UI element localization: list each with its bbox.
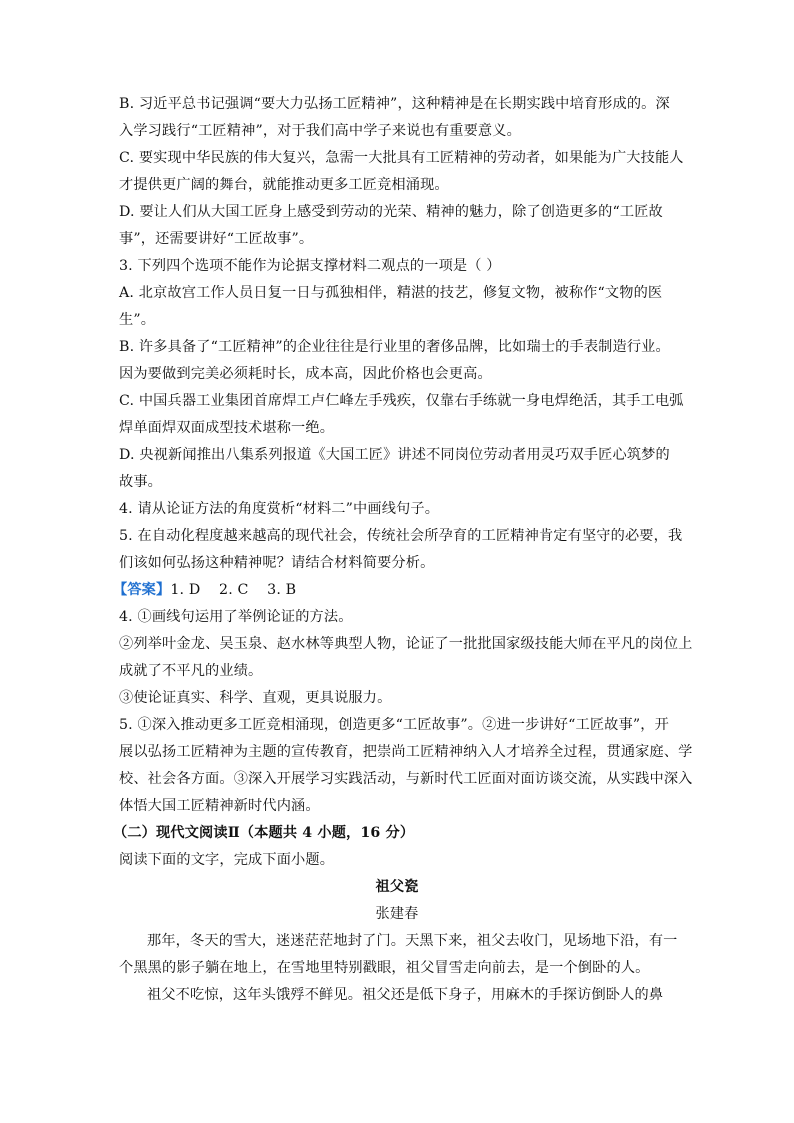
q3-option-c-line-1: C. 中国兵器工业集团首席焊工卢仁峰左手残疾，仅靠右手练就一身电焊绝活，其手工电弧 — [119, 393, 684, 409]
question-4: 4. 请从论证方法的角度赏析“材料二”中画线句子。 — [119, 501, 440, 517]
answer-line — [113, 580, 673, 600]
option-c-line-2: 才提供更广阔的舞台，就能推动更多工匠竞相涌现。 — [119, 177, 449, 193]
answer-tag: 【答案】 — [113, 582, 171, 598]
answer-4-line-3: 成就了不平凡的业绩。 — [119, 663, 263, 679]
q3-option-b-line-2: 因为要做到完美必须耗时长，成本高，因此价格也会更高。 — [119, 366, 492, 382]
q3-option-d-line-1: D. 央视新闻推出八集系列报道《大国工匠》讲述不同岗位劳动者用灵巧双手匠心筑梦的 — [119, 447, 670, 463]
section-heading: （二）现代文阅读Ⅱ（本题共 4 小题，16 分） — [113, 825, 415, 841]
answer-5-line-2: 展以弘扬工匠精神为主题的宣传教育，把崇尚工匠精神纳入人才培养全过程，贯通家庭、学 — [119, 744, 693, 760]
question-3: 3. 下列四个选项不能作为论据支撑材料二观点的一项是（ ） — [119, 258, 501, 274]
answer-5-line-3: 校、社会各方面。③深入开展学习实践活动，与新时代工匠面对面访谈交流，从实践中深入 — [119, 771, 693, 787]
answer-values: 1. D 2. C 3. B — [170, 582, 297, 598]
option-b-line-2: 入学习践行“工匠精神”，对于我们高中学子来说也有重要意义。 — [119, 123, 521, 139]
q3-option-c-line-2: 焊单面焊双面成型技术堪称一绝。 — [119, 420, 335, 436]
option-d-line-1: D. 要让人们从大国工匠身上感受到劳动的光荣、精神的魅力，除了创造更多的“工匠故 — [119, 204, 663, 220]
option-b-line-1: B. 习近平总书记强调“要大力弘扬工匠精神”，这种精神是在长期实践中培育形成的。深 — [119, 96, 670, 112]
option-d-line-2: 事”，还需要讲好“工匠故事”。 — [119, 231, 314, 247]
answer-4-line-1: 4. ①画线句运用了举例论证的方法。 — [119, 609, 353, 625]
answer-5-line-4: 体悟大国工匠精神新时代内涵。 — [119, 798, 320, 814]
question-5-line-1: 5. 在自动化程度越来越高的现代社会，传统社会所孕育的工匠精神肯定有坚守的必要，我 — [119, 528, 683, 544]
q3-option-a-line-1: A. 北京故宫工作人员日复一日与孤独相伴，精湛的技艺，修复文物，被称作“文物的医 — [119, 285, 663, 301]
answer-4-line-4: ③使论证真实、科学、直观，更具说服力。 — [119, 690, 392, 706]
story-author: 张建春 — [375, 906, 419, 922]
reading-instruction: 阅读下面的文字，完成下面小题。 — [119, 852, 335, 868]
q3-option-b-line-1: B. 许多具备了“工匠精神”的企业往往是行业里的奢侈品牌，比如瑞士的手表制造行业。 — [119, 339, 670, 355]
q3-option-d-line-2: 故事。 — [119, 474, 163, 490]
story-title: 祖父瓷 — [375, 879, 419, 895]
story-paragraph-1-line-1: 那年，冬天的雪大，迷迷茫茫地封了门。天黑下来，祖父去收门，见场地下沿，有一 — [147, 933, 678, 949]
answer-4-line-2: ②列举叶金龙、吴玉泉、赵水林等典型人物，论证了一批批国家级技能大师在平凡的岗位上 — [119, 636, 693, 652]
option-c-line-1: C. 要实现中华民族的伟大复兴，急需一大批具有工匠精神的劳动者，如果能为广大技能人 — [119, 150, 684, 166]
story-paragraph-1-line-2: 个黑黑的影子躺在地上，在雪地里特别戳眼，祖父冒雪走向前去，是一个倒卧的人。 — [119, 960, 650, 976]
answer-5-line-1: 5. ①深入推动更多工匠竞相涌现，创造更多“工匠故事”。②进一步讲好“工匠故事”，开 — [119, 717, 669, 733]
q3-option-a-line-2: 生”。 — [119, 312, 156, 328]
story-paragraph-2-line-1: 祖父不吃惊，这年头饿殍不鲜见。祖父还是低下身子，用麻木的手探访倒卧人的鼻 — [147, 987, 664, 1003]
question-5-line-2: 们该如何弘扬这种精神呢？请结合材料简要分析。 — [119, 555, 435, 571]
